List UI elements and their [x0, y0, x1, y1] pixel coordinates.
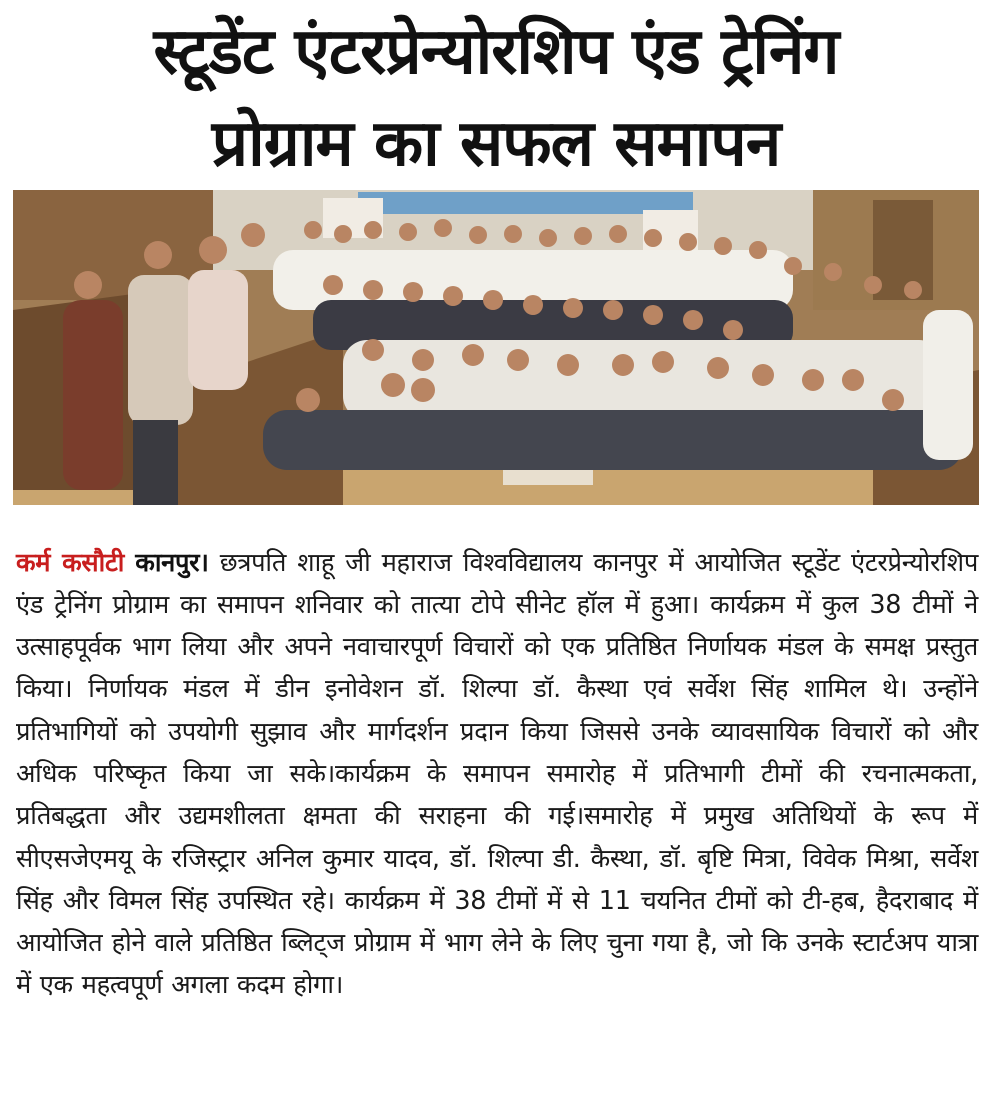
- group-photo: [13, 190, 979, 505]
- article-body: [16, 542, 978, 1007]
- article-city: कानपुर।: [135, 547, 209, 578]
- article-source: कर्म कसौटी: [16, 547, 125, 578]
- headline-line-2: प्रोग्राम का सफल समापन: [211, 107, 781, 181]
- headline-line-1: स्टूडेंट एंटरप्रेन्योरशिप एंड ट्रेनिंग: [153, 15, 839, 89]
- group-photo-icon: [13, 190, 979, 505]
- article-text: छत्रपति शाहू जी महाराज विश्वविद्यालय कानपुर में आयोजित स्टूडेंट एंटरप्रेन्योरशिप एंड ट्रेनिंग प्रोग्राम का समापन शनिवार को तात्या टोपे सीनेट हॉल में हुआ। कार्यक्रम में कुल 38 टीमों ने उत्साहपूर्वक भाग लिया और अपने नवाचारपूर्ण विचारों को एक प्रतिष्ठित निर्णायक मंडल के समक्ष प्रस्तुत किया। निर्णायक मंडल में डीन इनोवेशन डॉ. शिल्पा डॉ. कैस्था एवं सर्वेश सिंह शामिल थे। उन्होंने प्रतिभागियों को उपयोगी सुझाव और मार्गदर्शन प्रदान किया जिससे उनके व्यावसायिक विचारों को और अधिक परिष्कृत किया जा सके।कार्यक्रम के समापन समारोह में प्रतिभागी टीमों की रचनात्मकता, प्रतिबद्धता और उद्यमशीलता क्षमता की सराहना की गई।समारोह में प्रमुख अतिथियों के रूप में सीएसजेएमयू के रजिस्ट्रार अनिल कुमार यादव, डॉ. शिल्पा डी. कैस्था, डॉ. बृष्टि मित्रा, विवेक मिश्रा, सर्वेश सिंह और विमल सिंह उपस्थित रहे। कार्यक्रम में 38 टीमों में से 11 चयनित टीमों को टी-हब, हैदराबाद में आयोजित होने वाले प्रतिष्ठित ब्लिट्ज प्रोग्राम में भाग लेने के लिए चुना गया है, जो कि उनके स्टार्टअप यात्रा में एक महत्वपूर्ण अगला कदम होगा।: [16, 547, 979, 1001]
